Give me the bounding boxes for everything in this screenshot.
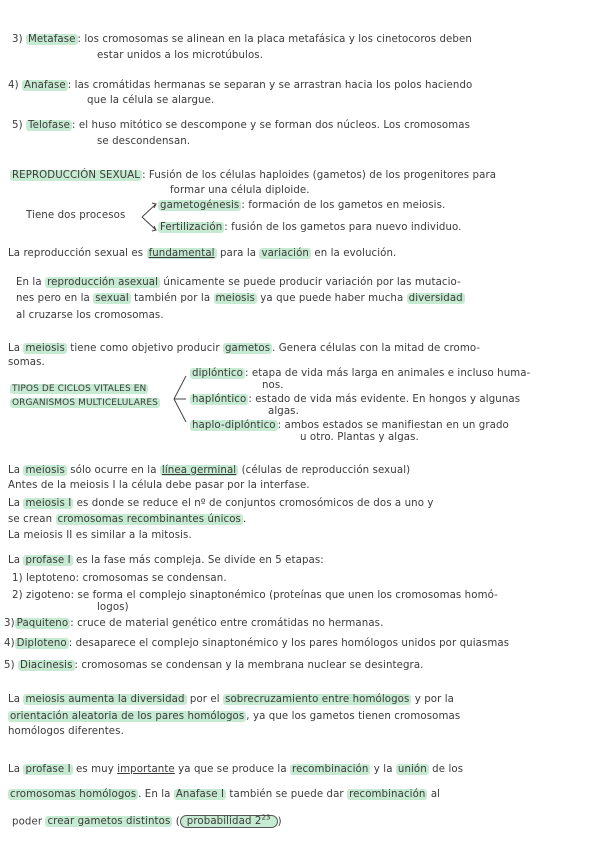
text-line: La meiosis I es donde se reduce el nº de conjuntos cromosómicos de dos a uno y <box>8 498 434 509</box>
heading-ciclos-vitales: ORGANISMOS MULTICELULARES <box>12 398 158 408</box>
term-profase-i: profase I <box>25 555 71 566</box>
term-profase-i: profase I <box>25 764 71 775</box>
text-line: La profase I es la fase más compleja. Se divide en 5 etapas: <box>8 555 324 566</box>
term-cromosomas-homologos: cromosomas homólogos <box>10 789 137 800</box>
term-linea-germinal: línea germinal <box>161 465 237 476</box>
text-line: formar una célula diploide. <box>170 185 310 196</box>
term-metafase: Metafase <box>28 34 76 45</box>
text-line: La meiosis II es similar a la mitosis. <box>8 530 192 541</box>
branch-arrow <box>140 200 160 234</box>
text-line: 3) Paquiteno : cruce de material genético entre cromátidas no hermanas. <box>4 618 384 629</box>
probability-box: probabilidad $2^{23}$ <box>180 815 278 828</box>
text-line: 2) zigoteno: se forma el complejo sinaptonémico (proteínas que unen los cromosomas homó- <box>12 590 498 601</box>
text-line: Tiene dos procesos <box>26 210 126 221</box>
text-line: u otro. Plantas y algas. <box>300 432 419 443</box>
text-line: La meiosis tiene como objetivo producir gametos . Genera células con la mitad de cromo- <box>8 343 481 354</box>
term-meiosis: meiosis <box>215 293 255 304</box>
text-line: al cruzarse los cromosomas. <box>16 310 164 321</box>
term-recombinacion: recombinación <box>349 789 426 800</box>
term-importante: importante <box>117 764 175 775</box>
term-telofase: Telofase <box>28 120 71 131</box>
term-gametogenesis: gametogénesis <box>160 200 240 211</box>
term-meiosis: meiosis <box>25 343 65 354</box>
term-meiosis: meiosis <box>25 465 65 476</box>
text-line: somas. <box>8 357 45 368</box>
term-diploteno: Diploteno <box>16 638 67 649</box>
term-anafase-i: Anafase I <box>175 789 225 800</box>
term-haplontico: haplóntico <box>192 394 247 405</box>
heading-reproduccion-sexual: REPRODUCCIÓN SEXUAL <box>12 170 141 181</box>
text-line: Antes de la meiosis I la célula debe pasar por la interfase. <box>8 480 310 491</box>
term-gametos: gametos <box>224 343 271 354</box>
text-line: 4) Anafase : las cromátidas hermanas se separan y se arrastran hacia los polos haciendo <box>8 80 473 91</box>
text-line: REPRODUCCIÓN SEXUAL : Fusión de los células haploides (gametos) de los progenitores para <box>12 170 497 181</box>
text-line: diplóntico : etapa de vida más larga en animales e incluso huma- <box>192 368 531 379</box>
term-crear-gametos: crear gametos distintos <box>47 816 171 828</box>
term-anafase: Anafase <box>24 80 66 91</box>
text-line: 5) Diacinesis : cromosomas se condensan y la membrana nuclear se desintegra. <box>4 660 424 671</box>
text-line: logos) <box>97 602 129 613</box>
text-line: 1) leptoteno: cromosomas se condensan. <box>12 573 227 584</box>
text-line: 5) Telofase : el huso mitótico se descompone y se forman dos núcleos. Los cromosomas <box>12 120 470 131</box>
text-line: nes pero en la sexual también por la meiosis ya que puede haber mucha diversidad <box>16 293 463 304</box>
heading-ciclos-vitales: TIPOS DE CICLOS VITALES EN <box>12 384 147 394</box>
term-diversidad: diversidad <box>408 293 463 304</box>
text-line: 3) Metafase : los cromosomas se alinean en la placa metafásica y los cinetocoros deben <box>12 34 472 45</box>
text-line: orientación aleatoria de los pares homólogos , ya que los gametos tienen cromosomas <box>10 711 461 722</box>
text-line: La meiosis sólo ocurre en la línea germinal (células de reproducción sexual) <box>8 465 411 476</box>
term-diplontico: diplóntico <box>192 368 243 379</box>
term-sexual: sexual <box>95 293 129 304</box>
term-fundamental: fundamental <box>148 248 215 259</box>
text-line: que la célula se alargue. <box>87 95 215 106</box>
term-diacinesis: Diacinesis <box>20 660 73 671</box>
branch-arrow <box>172 372 190 426</box>
term-reproduccion-asexual: reproducción asexual <box>47 277 159 288</box>
text-line: se descondensan. <box>97 136 191 147</box>
term-meiosis-i: meiosis I <box>25 498 72 509</box>
text-line: estar unidos a los microtúbulos. <box>97 50 264 61</box>
text-line: haplóntico : estado de vida más evidente. En hongos y algunas <box>192 394 521 405</box>
text-line: algas. <box>268 406 299 417</box>
text-line: La meiosis aumenta la diversidad por el sobrecruzamiento entre homólogos y por la <box>8 694 455 705</box>
term-fertilizacion: Fertilización <box>160 222 223 233</box>
text-line: 4) Diploteno : desaparece el complejo sinaptonémico y los pares homólogos unidos por quiasmas <box>4 638 510 649</box>
text-line: se crean cromosomas recombinantes únicos . <box>8 514 247 525</box>
term-cromosomas-recombinantes: cromosomas recombinantes únicos <box>57 514 241 525</box>
text-line: haplo-diplóntico : ambos estados se manifiestan en un grado <box>192 420 509 431</box>
text-line: Fertilización : fusión de los gametos para nuevo individuo. <box>160 222 462 233</box>
term-orientacion-aleatoria: orientación aleatoria de los pares homólogos <box>10 711 245 722</box>
text-line: nos. <box>262 380 284 391</box>
text-line: cromosomas homólogos . En la Anafase I también se puede dar recombinación al <box>10 789 441 800</box>
text-line: La profase I es muy importante ya que se produce la recombinación y la unión de los <box>8 764 464 775</box>
text-line: gametogénesis : formación de los gametos en meiosis. <box>160 200 446 211</box>
text-line: La reproducción sexual es fundamental para la variación en la evolución. <box>8 248 397 259</box>
text-line: homólogos diferentes. <box>8 726 124 737</box>
term-meiosis-diversidad: meiosis aumenta la diversidad <box>25 694 185 705</box>
term-union: unión <box>397 764 427 775</box>
term-paquiteno: Paquiteno <box>16 618 69 629</box>
term-haplo-diplontico: haplo-diplóntico <box>192 420 276 431</box>
term-recombinacion: recombinación <box>292 764 369 775</box>
term-variacion: variación <box>261 248 309 259</box>
term-sobrecruzamiento: sobrecruzamiento entre homólogos <box>225 694 410 705</box>
text-line: poder crear gametos distintos ( probabilidad $2^{23}$ ) <box>12 814 282 828</box>
text-line: En la reproducción asexual únicamente se puede producir variación por las mutacio- <box>16 277 461 288</box>
